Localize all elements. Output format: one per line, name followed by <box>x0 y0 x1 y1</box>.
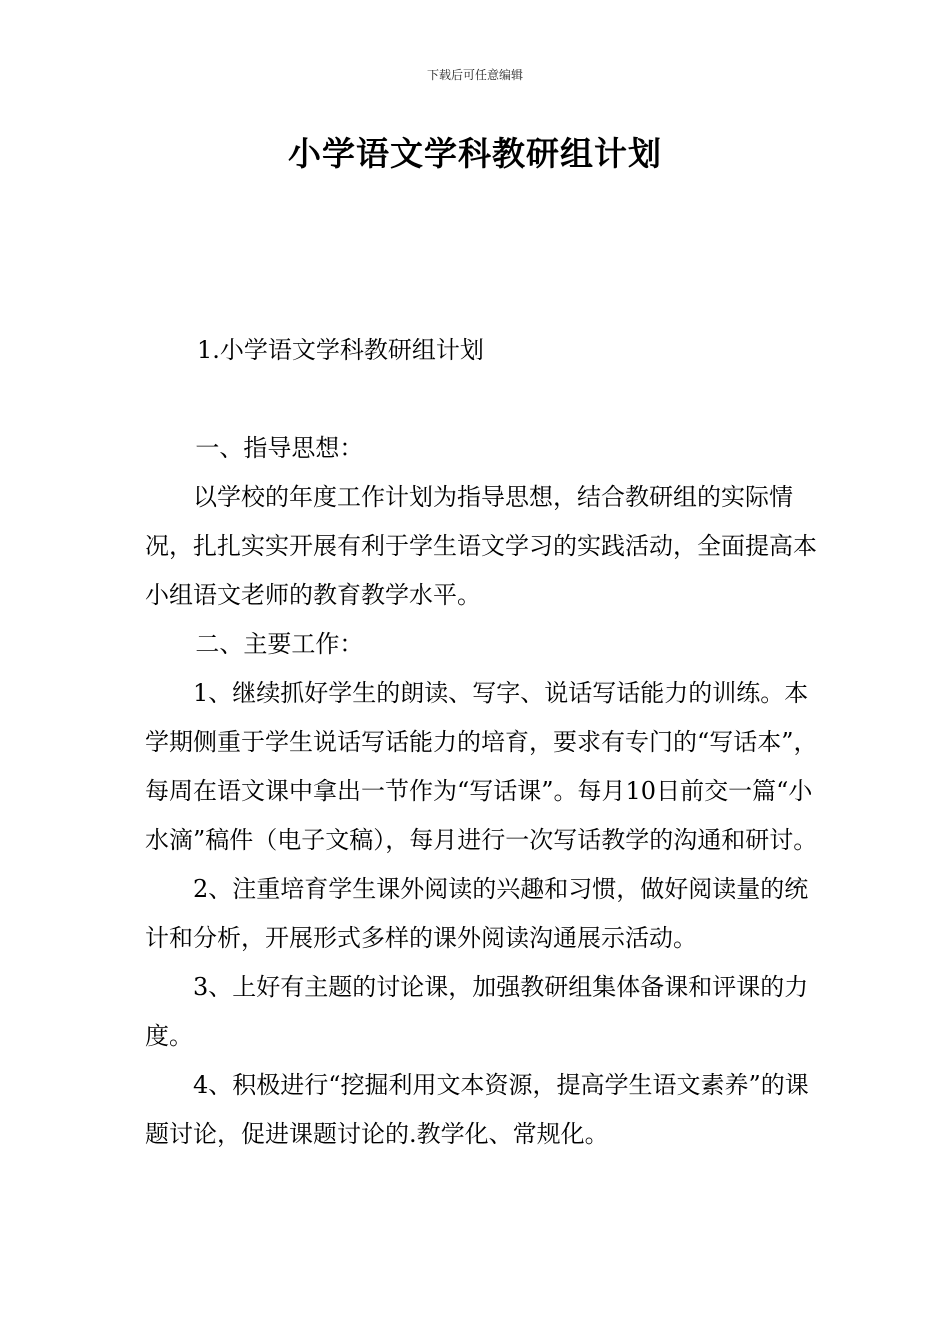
list-item-work-3: 3、上好有主题的讨论课，加强教研组集体备课和评课的力度。 <box>145 973 809 1050</box>
list-item-work-1: 1、继续抓好学生的朗读、写字、说话写话能力的训练。本学期侧重于学生说话写话能力的培育，要求有专门的“写话本”，每周在语文课中拿出一节作为“写话课”。每月10日前交一篇“小水滴”稿件（电子文稿），每月进行一次写话教学的沟通和研讨。 <box>145 679 818 854</box>
document-body <box>145 424 825 1159</box>
list-item-work-4: 4、积极进行“挖掘利用文本资源，提高学生语文素养”的课题讨论，促进课题讨论的.教学化、常规化。 <box>145 1071 809 1148</box>
document-title: 小学语文学科教研组计划 <box>288 134 662 173</box>
paragraph-guiding-thought: 以学校的年度工作计划为指导思想，结合教研组的实际情况，扎扎实实开展有利于学生语文学习的实践活动，全面提高本小组语文老师的教育教学水平。 <box>145 483 817 609</box>
list-item-work-2: 2、注重培育学生课外阅读的兴趣和习惯，做好阅读量的统计和分析，开展形式多样的课外阅读沟通展示活动。 <box>145 875 809 952</box>
section-heading-guiding-thought: 一、指导思想： <box>195 434 364 462</box>
header-note: 下载后可任意编辑 <box>426 68 523 82</box>
section-heading-main-work: 二、主要工作： <box>195 630 364 658</box>
document-subtitle: 1.小学语文学科教研组计划 <box>197 336 484 364</box>
